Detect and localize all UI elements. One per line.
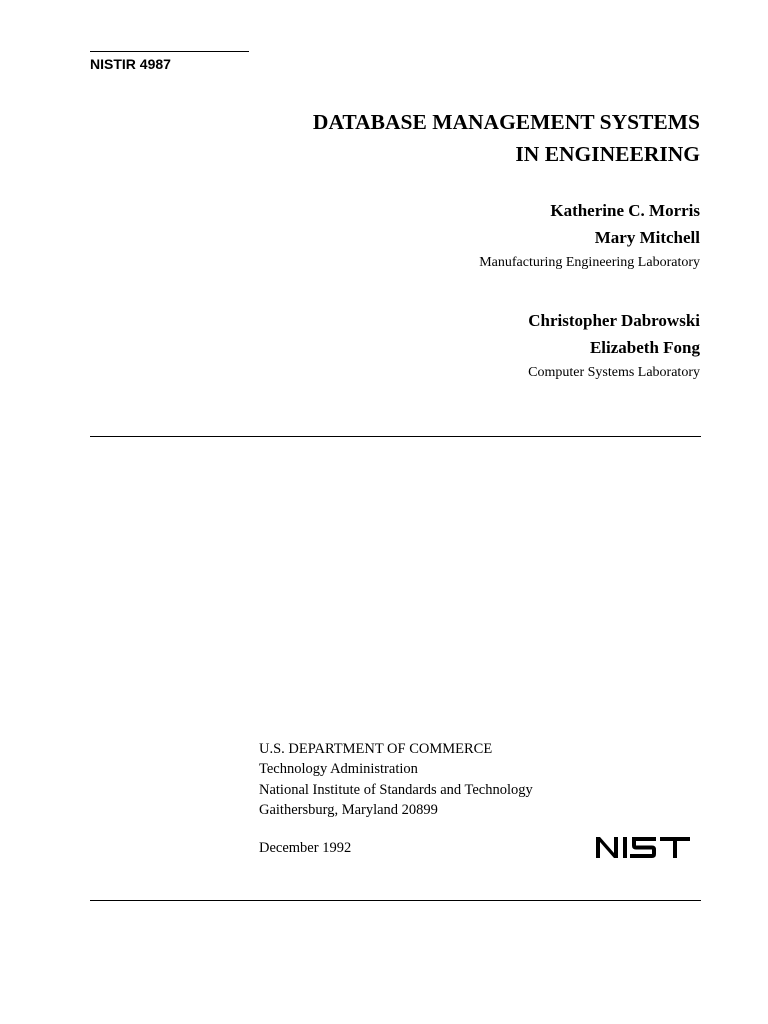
author-name: Katherine C. Morris [550, 201, 700, 220]
bottom-rule [90, 900, 701, 901]
publisher-line: Gaithersburg, Maryland 20899 [259, 801, 438, 818]
publisher-line: U.S. DEPARTMENT OF COMMERCE [259, 741, 493, 757]
author-name: Mary Mitchell [594, 227, 700, 247]
laboratory-name: Manufacturing Engineering Laboratory [479, 255, 700, 270]
publisher-line: Technology Administration [259, 761, 418, 778]
author-group-2 [528, 308, 700, 385]
author-name: Christopher Dabrowski [528, 311, 700, 330]
middle-rule [90, 436, 701, 437]
laboratory-name: Computer Systems Laboratory [528, 365, 700, 380]
author-name: Elizabeth Fong [589, 337, 700, 357]
publisher-line: National Institute of Standards and Technology [259, 781, 533, 798]
title-line-2: IN ENGINEERING [515, 142, 700, 166]
nist-logo [594, 834, 692, 860]
publication-date: December 1992 [259, 840, 352, 856]
top-short-rule [90, 51, 249, 52]
publisher-block [259, 739, 533, 820]
report-number: NISTIR 4987 [90, 56, 171, 72]
author-group-1 [479, 198, 700, 275]
document-title [313, 106, 700, 170]
title-line-1: DATABASE MANAGEMENT SYSTEMS [312, 110, 700, 134]
